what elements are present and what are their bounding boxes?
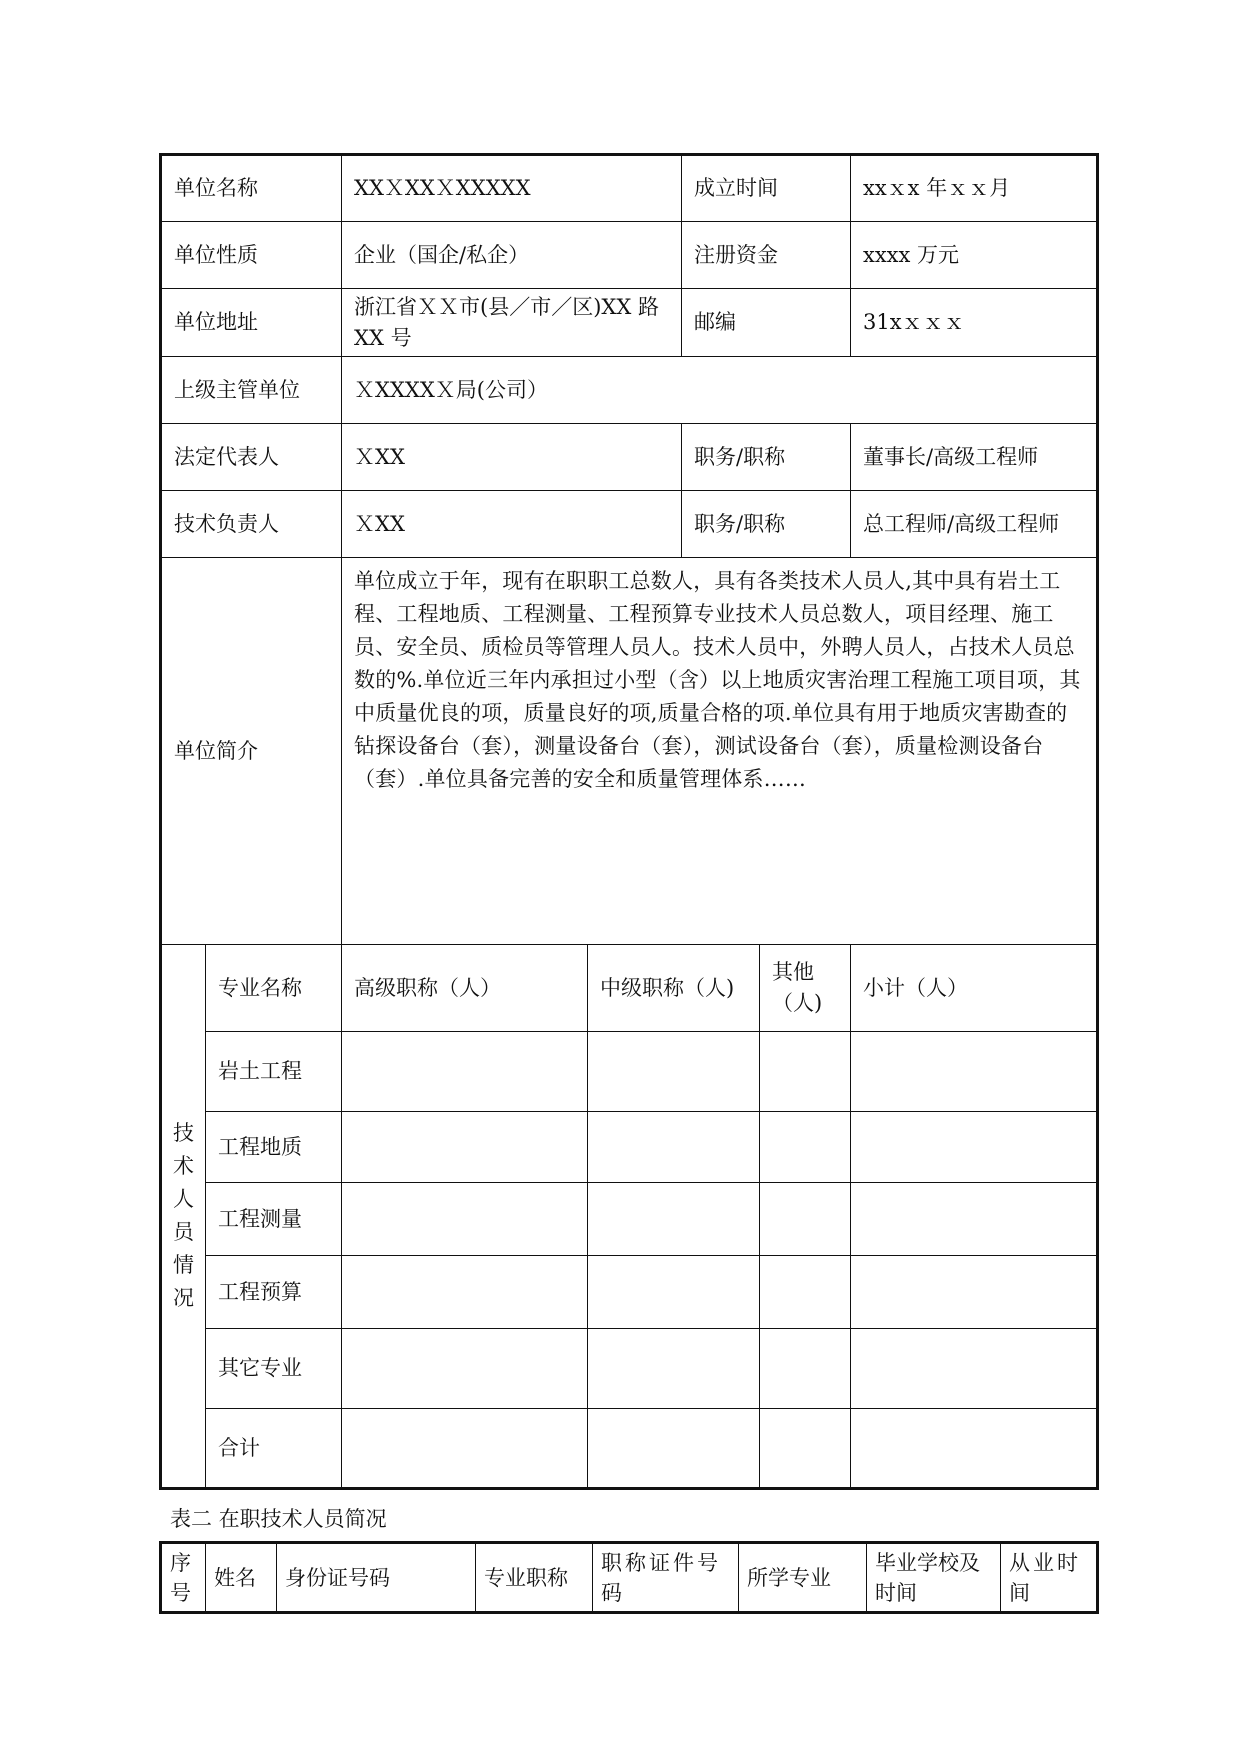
label-tech-lead: 技术负责人 (161, 491, 342, 558)
table-row (161, 1409, 1098, 1489)
cell-senior (342, 1409, 588, 1489)
header-name: 姓名 (206, 1543, 277, 1613)
row-legal-rep (161, 424, 1098, 491)
staff-summary-table (159, 1541, 1099, 1614)
table-row (161, 1183, 1098, 1256)
row-address (161, 289, 1098, 357)
header-intermediate: 中级职称（人) (588, 945, 760, 1032)
cell-intermediate (588, 1256, 760, 1329)
cell-subtotal (851, 1032, 1098, 1112)
group-label-char: 员 (173, 1220, 194, 1244)
value-capital: xxxx 万元 (851, 222, 1098, 289)
group-label-char: 情 (173, 1253, 194, 1277)
cell-senior (342, 1112, 588, 1183)
value-legal-rep: ＸXX (342, 424, 682, 491)
group-label-char: 术 (173, 1154, 194, 1178)
row-supervisor (161, 357, 1098, 424)
cell-other (760, 1112, 851, 1183)
label-intro: 单位简介 (161, 558, 342, 945)
cell-other (760, 1183, 851, 1256)
row-label-other-major: 其它专业 (206, 1329, 342, 1409)
table2-caption: 表二 在职技术人员简况 (170, 1507, 387, 1531)
table-row (161, 1032, 1098, 1112)
label-legal-rep: 法定代表人 (161, 424, 342, 491)
label-supervisor: 上级主管单位 (161, 357, 342, 424)
row-label-total: 合计 (206, 1409, 342, 1489)
label-address: 单位地址 (161, 289, 342, 357)
header-title: 专业职称 (476, 1543, 593, 1613)
value-tech-lead: ＸXX (342, 491, 682, 558)
unit-info-form (159, 153, 1096, 1490)
header-school: 毕业学校及时间 (867, 1543, 1001, 1613)
header-id-number: 身份证号码 (277, 1543, 476, 1613)
label-postcode: 邮编 (682, 289, 851, 357)
value-legal-rep-title: 董事长/高级工程师 (851, 424, 1098, 491)
value-intro: 单位成立于年，现有在职职工总数人，具有各类技术人员人,其中具有岩土工程、工程地质、工程测量、工程预算专业技术人员总数人，项目经理、施工员、安全员、质检员等管理人员人。技术人员中，外聘人员人，占技术人员总数的%.单位近三年内承担过小型（含）以上地质灾害治理工程施工项目项，其中质量优良的项，质量良好的项,质量合格的项.单位具有用于地质灾害勘查的钻探设备台（套），测量设备台（套），测试设备台（套），质量检测设备台（套）.单位具备完善的安全和质量管理体系…… (342, 558, 1098, 945)
cell-subtotal (851, 1256, 1098, 1329)
row-tech-lead (161, 491, 1098, 558)
table-row (161, 1112, 1098, 1183)
header-subtotal: 小计（人） (851, 945, 1098, 1032)
row-label-budget: 工程预算 (206, 1256, 342, 1329)
cell-subtotal (851, 1183, 1098, 1256)
header-senior: 高级职称（人） (342, 945, 588, 1032)
cell-senior (342, 1256, 588, 1329)
cell-subtotal (851, 1112, 1098, 1183)
cell-other (760, 1256, 851, 1329)
cell-intermediate (588, 1032, 760, 1112)
value-postcode: 31xｘｘｘ (851, 289, 1098, 357)
value-supervisor: ＸXXXXＸ局(公司） (342, 357, 1098, 424)
cell-other (760, 1032, 851, 1112)
cell-senior (342, 1183, 588, 1256)
cell-intermediate (588, 1409, 760, 1489)
table-row (161, 1256, 1098, 1329)
label-unit-name: 单位名称 (161, 155, 342, 222)
tech-staff-header-row (161, 945, 1098, 1032)
row-unit-type (161, 222, 1098, 289)
cell-other (760, 1329, 851, 1409)
header-other: 其他（人) (760, 945, 851, 1032)
row-label-geology: 工程地质 (206, 1112, 342, 1183)
value-founded: xxｘx 年ｘｘ月 (851, 155, 1098, 222)
cell-subtotal (851, 1329, 1098, 1409)
value-unit-name: XXＸXXＸXXXXX (342, 155, 682, 222)
value-tech-lead-title: 总工程师/高级工程师 (851, 491, 1098, 558)
row-label-geotech: 岩土工程 (206, 1032, 342, 1112)
cell-other (760, 1409, 851, 1489)
label-unit-type: 单位性质 (161, 222, 342, 289)
label-capital: 注册资金 (682, 222, 851, 289)
group-label-char: 况 (173, 1286, 194, 1310)
value-unit-type: 企业（国企/私企） (342, 222, 682, 289)
row-unit-name (161, 155, 1098, 222)
header-index: 序号 (161, 1543, 206, 1613)
tech-staff-group-label (161, 945, 206, 1489)
row-intro (161, 558, 1098, 945)
label-founded: 成立时间 (682, 155, 851, 222)
cell-senior (342, 1329, 588, 1409)
cell-intermediate (588, 1183, 760, 1256)
cell-intermediate (588, 1112, 760, 1183)
row-label-survey: 工程测量 (206, 1183, 342, 1256)
header-major: 专业名称 (206, 945, 342, 1032)
header-work-years: 从业时间 (1001, 1543, 1098, 1613)
cell-senior (342, 1032, 588, 1112)
unit-info-table (159, 153, 1099, 1490)
table-row (161, 1329, 1098, 1409)
header-cert-number: 职称证件号码 (593, 1543, 739, 1613)
group-label-char: 人 (173, 1187, 194, 1211)
header-major-studied: 所学专业 (739, 1543, 867, 1613)
staff-summary-header-row (161, 1543, 1098, 1613)
cell-intermediate (588, 1329, 760, 1409)
group-label-char: 技 (173, 1121, 194, 1145)
cell-subtotal (851, 1409, 1098, 1489)
label-legal-rep-title: 职务/职称 (682, 424, 851, 491)
label-tech-lead-title: 职务/职称 (682, 491, 851, 558)
staff-summary-form (159, 1541, 1096, 1614)
value-address: 浙江省ＸＸ市(县／市／区)XX 路 XX 号 (342, 289, 682, 357)
